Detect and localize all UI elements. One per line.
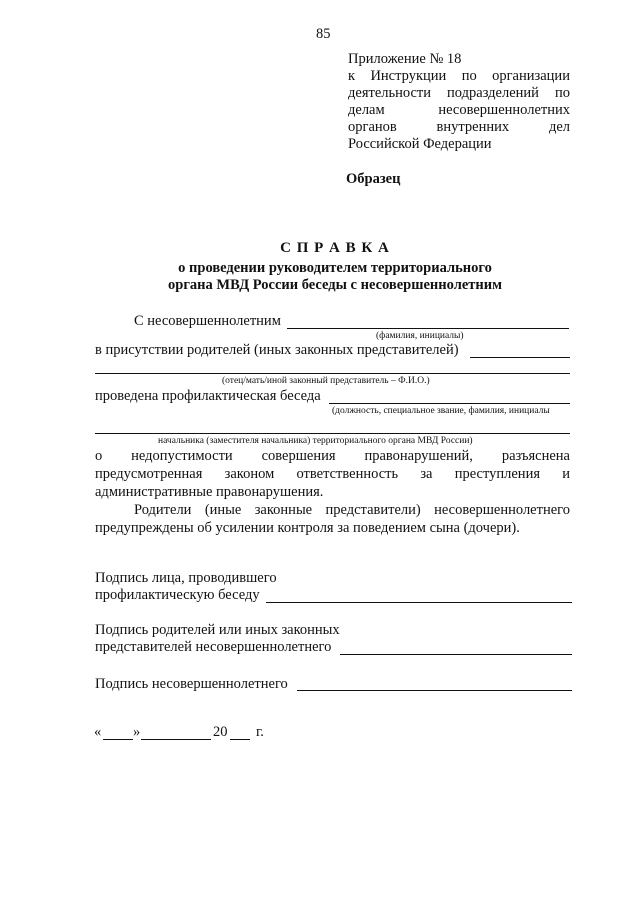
paragraph-1-line-2 <box>95 466 570 483</box>
word: дел <box>548 119 570 135</box>
word: Инструкции <box>370 68 447 84</box>
document-title: С П Р А В К А <box>280 240 390 256</box>
document-subtitle-1: о проведении руководителем территориального <box>178 260 492 276</box>
word: законом <box>224 466 275 482</box>
word: органов <box>348 119 397 135</box>
word: и <box>562 466 570 482</box>
parents-name-line-1[interactable] <box>470 357 570 358</box>
talk-label: проведена профилактическая беседа <box>95 388 321 404</box>
minor-signature-label: Подпись несовершеннолетнего <box>95 676 288 692</box>
date-year-prefix: 20 <box>213 724 228 740</box>
minor-label: С несовершеннолетним <box>134 313 281 329</box>
appendix-title: Приложение № 18 <box>348 51 462 67</box>
minor-name-line[interactable] <box>287 328 569 329</box>
parents-signature-label-2: представителей несовершеннолетнего <box>95 639 332 655</box>
parents-name-line-2[interactable] <box>95 373 570 374</box>
parents-signature-label-1: Подпись родителей или иных законных <box>95 622 340 638</box>
word: подразделений <box>447 85 539 101</box>
parents-signature-line[interactable] <box>340 654 572 655</box>
minor-signature-line[interactable] <box>297 690 572 691</box>
word: организации <box>492 68 570 84</box>
word: несовершеннолетних <box>438 102 570 118</box>
paragraph-2-line-2: предупреждены об усилении контроля за поведением сына (дочери). <box>95 520 520 536</box>
officer-signature-line[interactable] <box>266 602 572 603</box>
word: предусмотренная <box>95 466 203 482</box>
page-number: 85 <box>316 26 331 42</box>
appendix-line-4 <box>348 102 570 119</box>
officer-signature-label-2: профилактическую беседу <box>95 587 260 603</box>
word: (иные <box>204 502 242 518</box>
date-month-line[interactable] <box>141 739 211 740</box>
word: ответственность <box>296 466 399 482</box>
word: несовершеннолетнего <box>434 502 570 518</box>
word: представители) <box>325 502 421 518</box>
word: к <box>348 68 356 84</box>
date-close-quote: » <box>133 724 141 740</box>
paragraph-1-line-1 <box>95 448 570 465</box>
date-year-suffix: г. <box>256 724 264 740</box>
parents-hint: (отец/мать/иной законный представитель – Ф.И.О.) <box>222 376 430 386</box>
word: Родители <box>134 502 192 518</box>
appendix-line-6: Российской Федерации <box>348 136 492 152</box>
word: за <box>420 466 433 482</box>
sample-label: Образец <box>346 171 401 187</box>
word: разъяснена <box>501 448 570 464</box>
date-open-quote: « <box>94 724 102 740</box>
officer-line-1[interactable] <box>329 403 570 404</box>
officer-signature-label-1: Подпись лица, проводившего <box>95 570 277 586</box>
officer-line-2[interactable] <box>95 433 570 434</box>
paragraph-2-line-1 <box>134 502 570 519</box>
word: о <box>95 448 103 464</box>
parents-label: в присутствии родителей (иных законных представителей) <box>95 342 459 358</box>
talk-hint: (должность, специальное звание, фамилия, инициалы <box>332 406 550 416</box>
word: совершения <box>261 448 336 464</box>
appendix-line-2 <box>348 68 570 85</box>
date-day-line[interactable] <box>103 739 133 740</box>
document-subtitle-2: органа МВД России беседы с несовершеннолетним <box>168 277 502 293</box>
word: внутренних <box>436 119 510 135</box>
word: правонарушений, <box>364 448 473 464</box>
word: по <box>461 68 477 84</box>
word: делам <box>348 102 385 118</box>
appendix-line-5 <box>348 119 570 136</box>
head-hint: начальника (заместителя начальника) территориального органа МВД России) <box>158 436 473 446</box>
word: законные <box>254 502 313 518</box>
appendix-line-3 <box>348 85 570 102</box>
date-year-line[interactable] <box>230 739 250 740</box>
word: преступления <box>454 466 540 482</box>
minor-hint: (фамилия, инициалы) <box>376 331 464 341</box>
word: недопустимости <box>131 448 233 464</box>
paragraph-1-line-3: административные правонарушения. <box>95 484 324 500</box>
word: по <box>554 85 570 101</box>
word: деятельности <box>348 85 432 101</box>
